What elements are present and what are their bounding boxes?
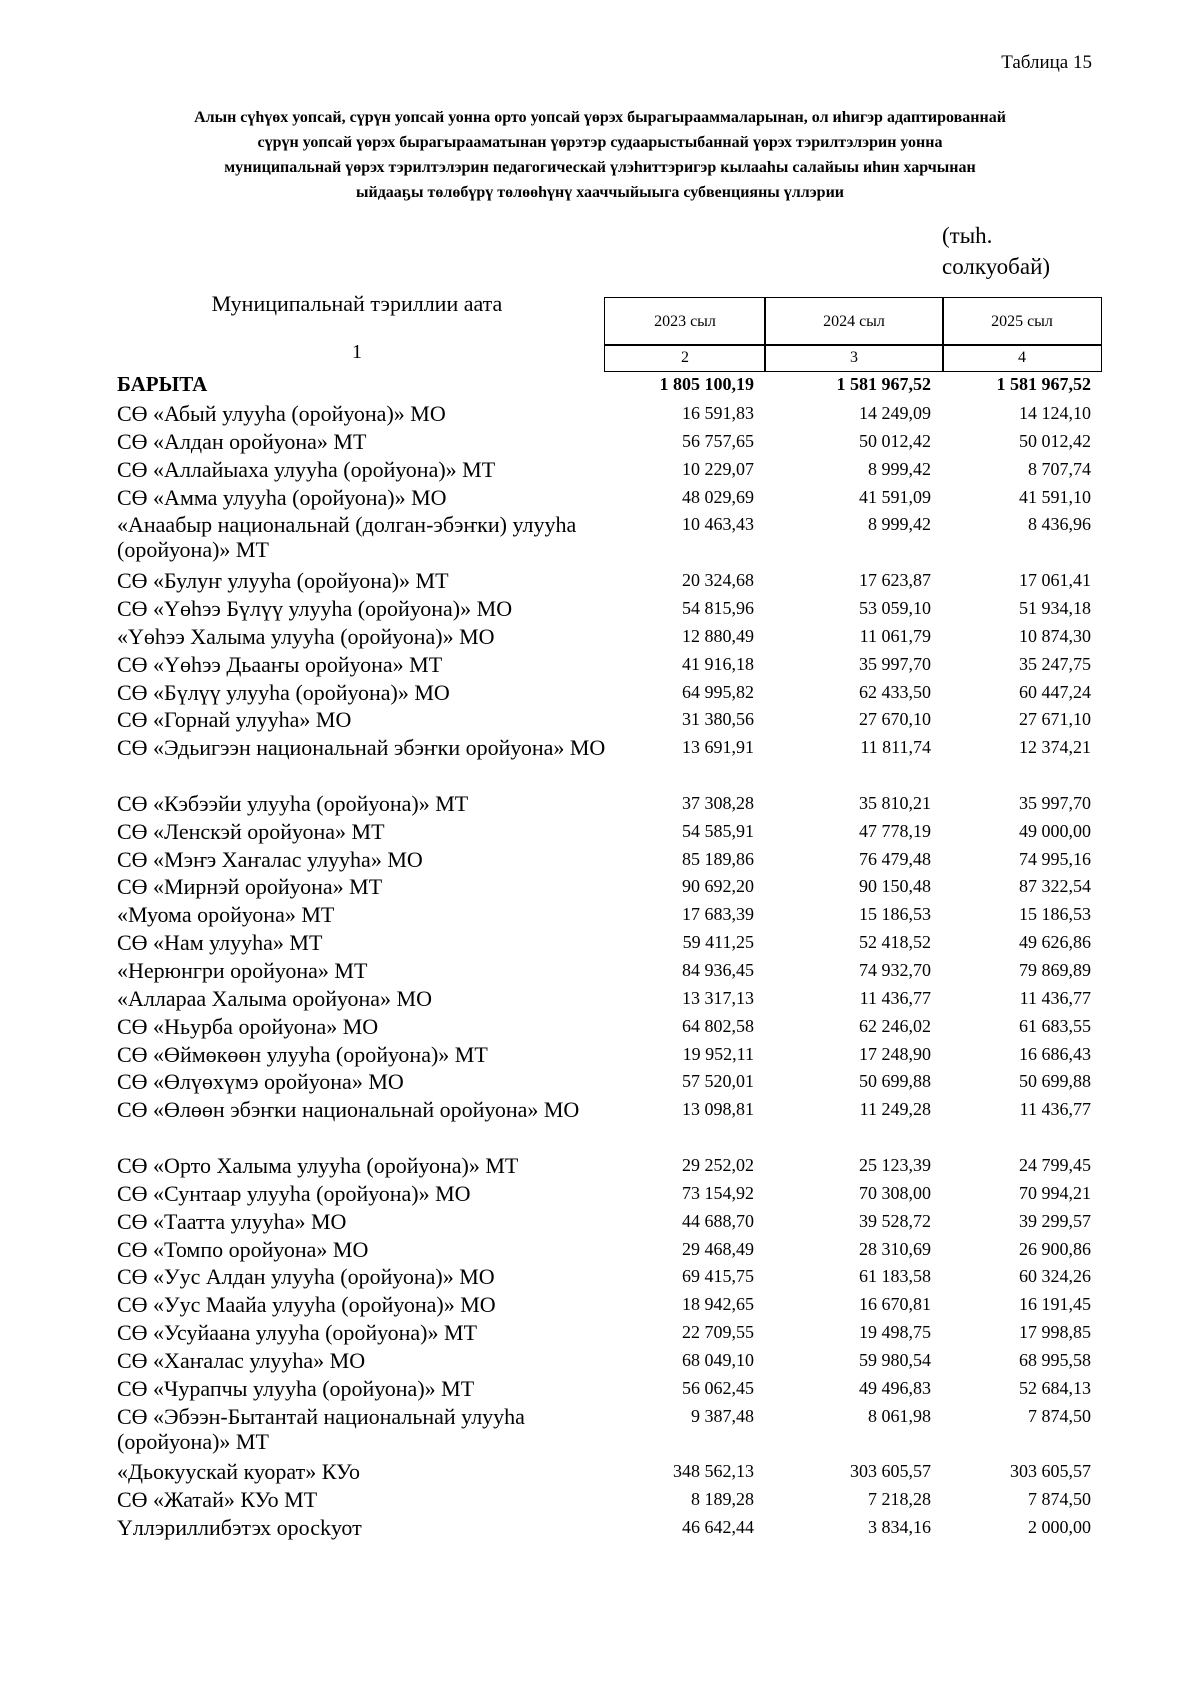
units-line: (тыһ. [942,223,993,248]
value-cell-4: 8 707,74 [1028,458,1091,479]
value-cell-4: 41 591,10 [1019,486,1091,507]
value-cell-2: 48 029,69 [682,486,754,507]
total-value-2023: 1 805 100,19 [659,374,754,394]
municipality-name: СӨ «Жатай» КУо МТ [117,1487,318,1513]
column-header-2025: 2025 сыл [942,297,1102,346]
value-cell-4: 26 900,86 [1019,1238,1091,1259]
value-cell-2: 56 757,65 [682,430,754,451]
value-cell-2: 68 049,10 [682,1349,754,1370]
value-cell-2: 90 692,20 [682,876,754,897]
value-cell-2: 73 154,92 [682,1182,754,1203]
value-cell-2: 8 189,28 [691,1489,754,1510]
value-cell-3: 11 249,28 [859,1099,931,1120]
value-cell-3: 50 012,42 [859,430,931,451]
municipality-name: СӨ «Нам улууһа» МТ [117,930,323,956]
value-cell-3: 76 479,48 [859,848,931,869]
value-cell-3: 3 834,16 [868,1517,931,1537]
value-cell-4: 7 874,50 [1028,1489,1091,1510]
value-cell-4: 17 061,41 [1019,570,1091,591]
value-cell-4: 15 186,53 [1019,904,1091,925]
municipality-name: СӨ «Горнай улууһа» МО [117,707,352,733]
value-cell-4: 52 684,13 [1019,1377,1091,1398]
column-number-4: 4 [942,344,1102,372]
value-cell-4: 50 012,42 [1019,430,1091,451]
value-cell-2: 46 642,44 [682,1517,754,1537]
municipality-name: СӨ «Бүлүү улууһа (оройуона)» МО [117,679,450,705]
column-header-2023: 2023 сыл [604,297,766,346]
value-cell-2: 13 691,91 [682,737,754,758]
value-cell-3: 27 670,10 [859,709,931,730]
municipality-name: СӨ «Мирнэй оройуона» МТ [117,874,383,900]
value-cell-2: 37 308,28 [682,792,754,813]
value-cell-4: 61 683,55 [1019,1015,1091,1036]
municipality-name: СӨ «Усуйаана улууһа (оройуона)» МТ [117,1320,478,1346]
value-cell-2: 64 995,82 [682,681,754,702]
municipality-name: СӨ «Ленскэй оройуона» МТ [117,818,385,844]
value-cell-2: 20 324,68 [682,570,754,591]
value-cell-4: 70 994,21 [1019,1182,1091,1203]
value-cell-3: 303 605,57 [850,1461,931,1482]
value-cell-2: 348 562,13 [673,1461,754,1482]
municipality-name: СӨ «Мэҥэ Хаҥалас улууһа» МО [117,846,423,872]
value-cell-2: 84 936,45 [682,960,754,980]
units-line: солкуобай) [942,254,1051,279]
value-cell-4: 11 436,77 [1019,1099,1091,1120]
value-cell-4: 51 934,18 [1019,597,1091,618]
value-cell-4: 39 299,57 [1019,1210,1091,1231]
value-cell-3: 19 498,75 [859,1322,931,1343]
value-cell-3: 11 436,77 [859,987,931,1008]
column-index-municipality: 1 [352,341,362,363]
municipality-name: СӨ «Үөһээ Дьааҥы оройуона» МТ [117,651,443,677]
value-cell-4: 60 447,24 [1019,681,1091,702]
document-title [100,105,1100,205]
value-cell-4: 35 997,70 [1019,792,1091,813]
title-line: сүрүн уопсай үөрэх бырагырааматынан үөрэтэр судаарыстыбаннай үөрэх тэрилтэлэрин уонна [257,134,943,151]
value-cell-3: 62 246,02 [859,1015,931,1036]
value-cell-3: 70 308,00 [859,1182,931,1203]
value-cell-2: 64 802,58 [682,1015,754,1036]
value-cell-3: 49 496,83 [859,1377,931,1398]
value-cell-4: 35 247,75 [1019,653,1091,674]
column-header-2024: 2024 сыл [764,297,944,346]
value-cell-2: 22 709,55 [682,1322,754,1343]
value-cell-3: 28 310,69 [859,1238,931,1259]
value-cell-2: 59 411,25 [682,932,754,953]
value-cell-4: 49 626,86 [1019,932,1091,953]
municipality-name: СӨ «Алдан оройуона» МТ [117,428,367,454]
value-cell-4: 49 000,00 [1019,820,1091,841]
value-cell-3: 11 061,79 [859,625,931,646]
value-cell-3: 16 670,81 [859,1294,931,1315]
municipality-name: «Муома оройуона» МТ [117,902,335,928]
value-cell-2: 18 942,65 [682,1294,754,1315]
value-cell-2: 17 683,39 [682,904,754,925]
value-cell-2: 12 880,49 [682,625,754,646]
municipality-name: СӨ «Өлөөн эбэҥки национальнай оройуона» МО [117,1097,580,1123]
municipality-name: «Үөһээ Халыма улууһа (оройуона)» МО [117,623,495,649]
value-cell-2: 44 688,70 [682,1210,754,1231]
value-cell-4: 7 874,50 [1028,1405,1091,1426]
total-label: БАРЫТА [117,372,208,396]
value-cell-4: 10 874,30 [1019,625,1091,646]
value-cell-3: 52 418,52 [859,932,931,953]
value-cell-2: 19 952,11 [682,1043,754,1064]
municipality-name: СӨ «Өлүөхүмэ оройуона» МО [117,1069,404,1095]
title-line: ыйдааҕы төлөбүрү төлөөһүнү хааччыйыыга субвенцияны үллэрии [355,184,844,201]
municipality-name: СӨ «Өймөкөөн улууһа (оройуона)» МТ [117,1041,488,1067]
value-cell-4: 16 191,45 [1019,1294,1091,1315]
value-cell-4: 303 605,57 [1010,1461,1091,1482]
value-cell-3: 41 591,09 [859,486,931,507]
value-cell-3: 59 980,54 [859,1349,931,1370]
municipality-name: СӨ «Сунтаар улууһа (оройуона)» МО [117,1180,471,1206]
total-value-2024: 1 581 967,52 [836,374,931,394]
units-note [942,220,1050,282]
title-line: Алын сүһүөх уопсай, сүрүн уопсай уонна орто уопсай үөрэх бырагырааммаларынан, ол иһигэр адаптированнай [194,109,1006,126]
column-number-2: 2 [604,344,766,372]
value-cell-3: 35 997,70 [859,653,931,674]
municipality-name: СӨ «Ньурба оройуона» МО [117,1013,379,1039]
value-cell-2: 10 229,07 [682,458,754,479]
municipality-name: СӨ «Үөһээ Бүлүү улууһа (оройуона)» МО [117,595,513,621]
value-cell-2: 56 062,45 [682,1377,754,1398]
value-cell-2: 16 591,83 [682,403,754,423]
column-number-3: 3 [764,344,944,372]
value-cell-4: 14 124,10 [1019,403,1091,423]
title-line: муниципальнай үөрэх тэрилтэлэрин педагогическай үлэһиттэригэр кылааһы салайыы иһин харчынан [224,159,976,176]
table-number: Таблица 15 [1001,52,1092,73]
municipality-name: СӨ «Уус Алдан улууһа (оройуона)» МО [117,1264,495,1290]
municipality-name: «Анаабыр национальнай (долган-эбэҥки) улууһа (оройуона)» МТ [117,512,577,563]
value-cell-4: 17 998,85 [1019,1322,1091,1343]
value-cell-3: 17 248,90 [859,1043,931,1064]
value-cell-2: 13 317,13 [682,987,754,1008]
value-cell-4: 16 686,43 [1019,1043,1091,1064]
value-cell-3: 15 186,53 [859,904,931,925]
value-cell-4: 74 995,16 [1019,848,1091,869]
municipality-name: Үллэриллибэтэх оросkуот [117,1515,362,1540]
value-cell-2: 85 189,86 [682,848,754,869]
value-cell-2: 10 463,43 [682,514,754,535]
value-cell-3: 8 999,42 [868,514,931,535]
value-cell-2: 29 252,02 [682,1154,754,1175]
value-cell-3: 47 778,19 [859,820,931,841]
value-cell-4: 68 995,58 [1019,1349,1091,1370]
value-cell-4: 11 436,77 [1019,987,1091,1008]
municipality-name: СӨ «Кэбээйи улууһа (оройуона)» МТ [117,790,469,816]
municipality-name: «Дьокуускай куорат» КУо [117,1459,361,1485]
value-cell-2: 54 585,91 [682,820,754,841]
value-cell-4: 79 869,89 [1019,960,1091,980]
value-cell-3: 62 433,50 [859,681,931,702]
municipality-name: СӨ «Чурапчы улууһа (оройуона)» МТ [117,1375,475,1401]
value-cell-2: 41 916,18 [682,653,754,674]
value-cell-3: 50 699,88 [859,1071,931,1092]
value-cell-4: 50 699,88 [1019,1071,1091,1092]
value-cell-2: 54 815,96 [682,597,754,618]
value-cell-3: 90 150,48 [859,876,931,897]
municipality-name: СӨ «Таатта улууһа» МО [117,1208,347,1234]
value-cell-3: 7 218,28 [868,1489,931,1510]
value-cell-3: 61 183,58 [859,1266,931,1287]
value-cell-4: 60 324,26 [1019,1266,1091,1287]
municipality-name: «Нерюнгри оройуона» МТ [117,958,368,983]
value-cell-3: 11 811,74 [860,737,931,758]
municipality-name: СӨ «Амма улууһа (оройуона)» МО [117,484,447,510]
value-cell-4: 2 000,00 [1028,1517,1091,1537]
municipality-name: «Аллараа Халыма оройуона» МО [117,985,432,1011]
value-cell-3: 8 999,42 [868,458,931,479]
value-cell-3: 25 123,39 [859,1154,931,1175]
value-cell-3: 17 623,87 [859,570,931,591]
municipality-name: СӨ «Эдьигээн национальнай эбэҥки оройуона» МО [117,735,606,761]
value-cell-4: 27 671,10 [1019,709,1091,730]
value-cell-3: 39 528,72 [859,1210,931,1231]
value-cell-2: 69 415,75 [682,1266,754,1287]
value-cell-3: 35 810,21 [859,792,931,813]
value-cell-3: 74 932,70 [859,960,931,980]
value-cell-2: 57 520,01 [682,1071,754,1092]
municipality-name: СӨ «Томпо оройуона» МО [117,1236,369,1262]
municipality-name: СӨ «Булуҥ улууһа (оройуона)» МТ [117,568,449,594]
value-cell-3: 53 059,10 [859,597,931,618]
municipality-name: СӨ «Орто Халыма улууһа (оройуона)» МТ [117,1152,519,1178]
value-cell-4: 8 436,96 [1028,514,1091,535]
value-cell-2: 31 380,56 [682,709,754,730]
value-cell-2: 29 468,49 [682,1238,754,1259]
municipality-name: СӨ «Абый улууһа (оройуона)» МО [117,401,446,426]
value-cell-2: 9 387,48 [691,1405,754,1426]
municipality-name: СӨ «Хаҥалас улууһа» МО [117,1347,366,1373]
value-cell-3: 8 061,98 [868,1405,931,1426]
value-cell-4: 87 322,54 [1019,876,1091,897]
value-cell-4: 24 799,45 [1019,1154,1091,1175]
total-value-2025: 1 581 967,52 [996,374,1091,394]
value-cell-4: 12 374,21 [1019,737,1091,758]
value-cell-3: 14 249,09 [859,403,931,423]
municipality-name: СӨ «Уус Маайа улууһа (оройуона)» МО [117,1292,496,1318]
column-header-municipality: Муниципальнай тэриллии аата [211,291,503,316]
value-cell-2: 13 098,81 [682,1099,754,1120]
municipality-name: СӨ «Аллайыаха улууһа (оройуона)» МТ [117,456,496,482]
municipality-name: СӨ «Эбээн-Бытантай национальнай улууһа (оройуона)» МТ [117,1403,525,1454]
